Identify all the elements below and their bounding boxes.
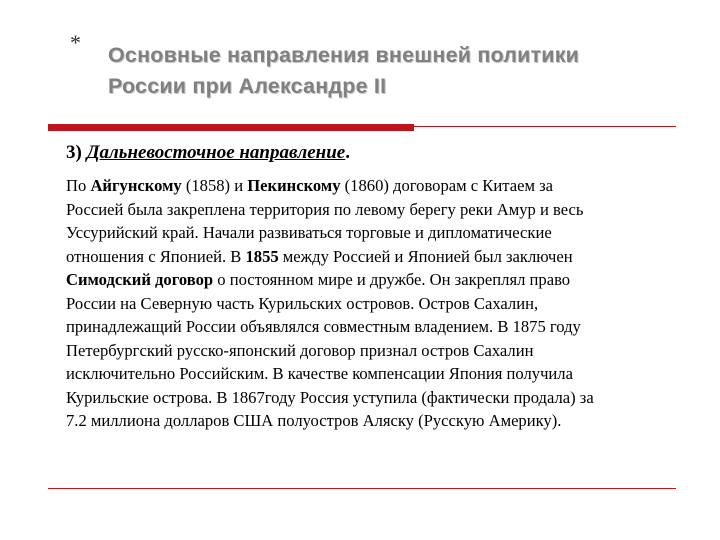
paragraph-line: [66, 315, 676, 339]
text-segment: По: [66, 176, 91, 195]
text-segment: 7.2 миллиона долларов США полуостров Аляску (Русскую Америку).: [66, 411, 562, 431]
paragraph-line: [66, 268, 676, 292]
paragraph-line: [66, 409, 676, 433]
text-segment: принадлежащий России объявлялся совместным владением. В 1875 году: [66, 317, 581, 337]
slide-title-line-1: Основные направления внешней политики: [108, 43, 580, 67]
text-segment: Петербургский русско-японский договор признал остров Сахалин: [66, 340, 534, 360]
section-heading: [66, 141, 350, 165]
body-paragraph: [66, 174, 676, 433]
title-underline-thin: [414, 126, 676, 127]
paragraph-line: [66, 245, 676, 269]
emphasized-term: Симодский договор: [66, 270, 214, 290]
title-bullet-star: *: [70, 30, 81, 55]
slide-title: [108, 40, 668, 102]
section-number: 3): [66, 142, 82, 163]
text-segment: (1858) и: [181, 176, 248, 195]
text-segment: исключительно Российским. В качестве компенсации Япония получила: [66, 364, 573, 384]
slide-title-line-2: России при Александре II: [108, 74, 387, 98]
footer-rule: [48, 488, 676, 489]
section-direction: Дальневосточное направление: [86, 142, 346, 163]
paragraph-line: [66, 221, 676, 245]
paragraph-line: [66, 198, 676, 222]
text-segment: о постоянном мире и дружбе. Он закреплял право: [213, 270, 571, 290]
paragraph-line: [66, 362, 676, 386]
paragraph-line: [66, 386, 676, 410]
paragraph-line: [66, 339, 676, 363]
emphasized-term: Айгунскому: [90, 176, 182, 195]
paragraph-line: [66, 174, 676, 198]
emphasized-term: Пекинскому: [247, 176, 341, 195]
title-underline-thick: [48, 124, 414, 131]
text-segment: Курильские острова. В 1867году Россия уступила (фактически продала) за: [66, 387, 594, 407]
text-segment: Россией была закреплена территория по левому берегу реки Амур и весь: [66, 199, 584, 219]
text-segment: (1860) договорам с Китаем за: [340, 176, 554, 195]
text-segment: отношения с Японией. В: [66, 246, 246, 266]
paragraph-line: [66, 292, 676, 316]
text-segment: между Россией и Японией был заключен: [278, 246, 573, 266]
text-segment: Уссурийский край. Начали развиваться торговые и дипломатические: [66, 223, 552, 243]
text-segment: России на Северную часть Курильских островов. Остров Сахалин,: [66, 293, 539, 313]
emphasized-term: 1855: [245, 246, 279, 266]
section-heading-period: .: [345, 142, 350, 163]
